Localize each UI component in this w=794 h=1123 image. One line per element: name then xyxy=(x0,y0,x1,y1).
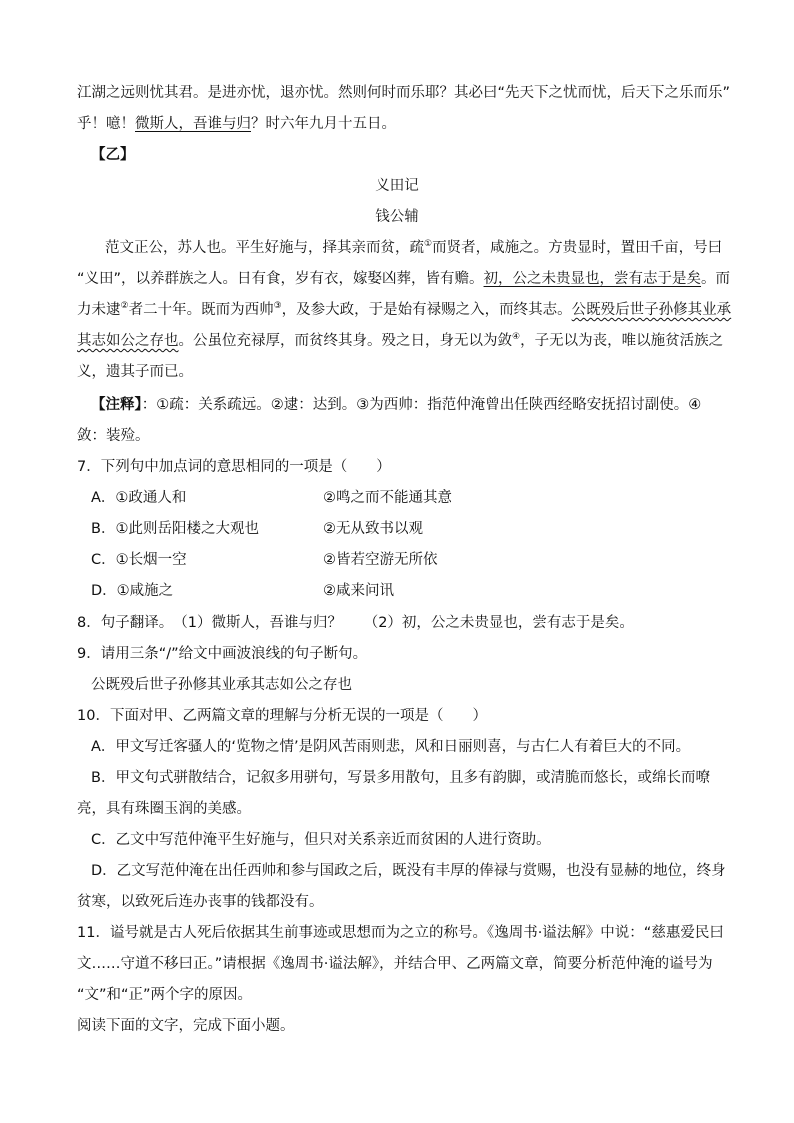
passage-b-underlined-sentence: 初，公之未贵显也，尝有志于是矣 xyxy=(483,271,702,287)
passage-a-line-2-pre: 乎！噫！ xyxy=(77,116,135,132)
question-10-option-c[interactable]: C．乙文中写范仲淹平生好施与，但只对关系亲近而贫困的人进行资助。 xyxy=(91,832,551,848)
question-7-option-b-part-2: ②无从致书以观 xyxy=(323,521,423,537)
question-10-option-b[interactable]: B．甲文句式骈散结合，记叙多用骈句，写景多用散句，且多有韵脚，或清脆而悠长，或绵长而嘹 xyxy=(91,770,710,786)
question-7-stem: 7．下列句中加点词的意思相同的一项是（ ） xyxy=(77,459,391,475)
passage-b-wavy-sentence-part-1: 公既殁后世子孙修其业承 xyxy=(571,302,732,318)
notes-line-1 xyxy=(91,395,701,415)
passage-b-line-3-b: 者二十年。既而为西帅 xyxy=(128,302,274,318)
question-10-option-d-cont: 贫寒，以致死后连办丧事的钱都没有。 xyxy=(77,894,324,910)
option-letter: A． xyxy=(91,490,116,506)
option-letter: C． xyxy=(91,552,116,568)
question-11-line-2: 文……守道不移曰正。”请根据《逸周书·谥法解》，并结合甲、乙两篇文章，简要分析范仲淹的谥号为 xyxy=(77,956,713,972)
passage-b-line-1 xyxy=(105,238,722,258)
passage-b-wavy-sentence-part-2: 其志如公之存也 xyxy=(77,333,179,349)
passage-a-line-1: 江湖之远则忧其君。是进亦忧，退亦忧。然则何时而乐耶？其必曰“先天下之忧而忧，后天下之乐而乐” xyxy=(77,85,731,101)
passage-b-line-4-b: ，子无以为丧，唯以施贫活族之 xyxy=(520,333,724,349)
section-b-title: 义田记 xyxy=(375,178,419,194)
question-10-option-b-cont: 亮，具有珠圈玉润的美感。 xyxy=(77,801,251,817)
question-7-option-a[interactable] xyxy=(91,488,186,508)
notes-label: 【注释】 xyxy=(91,397,142,413)
option-letter: D． xyxy=(91,583,117,599)
question-7-option-b[interactable] xyxy=(91,519,259,539)
note-mark-2: ② xyxy=(120,301,129,312)
reading-instruction: 阅读下面的文字，完成下面小题。 xyxy=(77,1018,295,1034)
section-b-author: 钱公辅 xyxy=(375,209,419,225)
passage-a-line-2-post: ？时六年九月十五日。 xyxy=(251,116,396,132)
passage-b-line-1-a: 范文正公，苏人也。平生好施与，择其亲而贫，疏 xyxy=(105,240,424,256)
question-9-stem: 9．请用三条“/”给文中画波浪线的句子断句。 xyxy=(77,646,368,662)
passage-b-line-3-c: ，及参大政，于是始有禄赐之入，而终其志。 xyxy=(281,302,572,318)
option-d-part-1: ①咸施之 xyxy=(116,583,174,599)
passage-b-line-2 xyxy=(77,269,730,289)
question-10-option-d[interactable]: D．乙文写范仲淹在出任西帅和参与国政之后，既没有丰厚的俸禄与赏赐，也没有显赫的地位，终身 xyxy=(91,863,726,879)
notes-text-1: ：①疏：关系疏远。②逮：达到。③为西帅：指范仲淹曾出任陕西经略安抚招讨副使。④ xyxy=(141,397,702,413)
question-7-option-c-part-2: ②皆若空游无所依 xyxy=(323,552,438,568)
passage-b-line-5: 义，遗其子而已。 xyxy=(77,364,193,380)
notes-line-2: 敛：装殓。 xyxy=(77,428,150,444)
passage-b-line-3 xyxy=(77,300,731,320)
note-mark-3: ③ xyxy=(273,301,282,312)
question-10-option-a[interactable]: A．甲文写迁客骚人的‘览物之情’是阴风苦雨则悲，风和日丽则喜，与古仁人有着巨大的不同。 xyxy=(91,739,691,755)
passage-b-line-2-b: 。而 xyxy=(701,271,731,287)
passage-b-line-4-a: 。公虽位充禄厚，而贫终其身。殁之日，身无以为敛 xyxy=(178,333,512,349)
section-b-label: 【乙】 xyxy=(91,147,135,163)
passage-a-underlined-sentence: 微斯人，吾谁与归 xyxy=(135,116,251,132)
passage-b-line-2-a: “义田”，以养群族之人。日有食，岁有衣，嫁娶凶葬，皆有赡。 xyxy=(77,271,484,287)
passage-a-line-2 xyxy=(77,114,396,134)
question-8: 8．句子翻译。 （1）微斯人，吾谁与归？ （2）初，公之未贵显也，尝有志于是矣。 xyxy=(77,615,634,631)
question-7-option-d[interactable] xyxy=(91,581,173,601)
option-b-part-1: ①此则岳阳楼之大观也 xyxy=(115,521,259,537)
question-7-option-c[interactable] xyxy=(91,550,187,570)
option-c-part-1: ①长烟一空 xyxy=(115,552,187,568)
question-11-line-1: 11．谥号就是古人死后依据其生前事迹或思想而为之立的称号。《逸周书·谥法解》中说：“慈惠爱民曰 xyxy=(77,925,724,941)
passage-b-line-4 xyxy=(77,331,723,351)
option-letter: B． xyxy=(91,521,116,537)
note-mark-1: ① xyxy=(424,239,433,250)
question-7-option-a-part-2: ②鸣之而不能通其意 xyxy=(323,490,452,506)
question-11-line-3: “文”和“正”两个字的原因。 xyxy=(77,987,253,1003)
note-mark-4: ④ xyxy=(512,332,521,343)
passage-b-line-3-a: 力未逮 xyxy=(77,302,121,318)
question-7-option-d-part-2: ②咸来问讯 xyxy=(323,583,394,599)
question-10-stem: 10．下面对甲、乙两篇文章的理解与分析无误的一项是（ ） xyxy=(77,708,487,724)
passage-b-line-1-b: 而贤者，咸施之。方贵显时，置田千亩，号曰 xyxy=(432,240,723,256)
question-9-sentence: 公既殁后世子孙修其业承其志如公之存也 xyxy=(91,677,352,693)
option-a-part-1: ①政通人和 xyxy=(115,490,187,506)
